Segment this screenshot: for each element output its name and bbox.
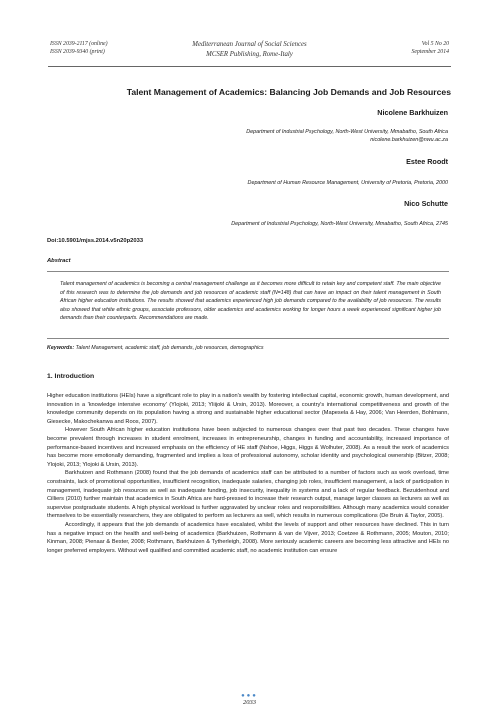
abstract-rule-bottom [47, 338, 449, 339]
author-affiliation-2: Department of Human Resource Management, University of Pretoria, Pretoria, 2000 [247, 180, 448, 186]
paragraph-3: Barkhuizen and Rothmann (2008) found that the job demands of academics staff can be attributed to a number of factors such as work overload, time constraints, lack of promotional opportunities, insufficient recognition, inadequate salaries, changing job roles, insufficient management, a lack of participation in management, inadequate job resources as well as inadequate funding, job insecurity, inequality in systems and a lack of regular feedback. Bezuidenhout and Cilliers (2010) further maintain that academics in South Africa are hard-pressed to increase their research output, manage larger classes as lecturers as well as supervise postgraduate students. A high physical workload is further aggravated by unclear roles and responsibilities. Although many academics would consider themselves to be essentially researchers, they are obligated to perform as lecturers as well, which results in numerous complications (De Bruin & Taylor, 2005). [47, 470, 449, 520]
publisher: MCSER Publishing, Rome-Italy [206, 50, 293, 58]
abstract-heading: Abstract [47, 258, 71, 264]
issn-print: ISSN 2039-9340 (print) [50, 49, 105, 55]
keywords-text: Talent Management, academic staff, job demands, job resources, demographics [75, 345, 264, 351]
volume: Vol 5 No 20 [421, 41, 449, 47]
author-name-2: Estee Roodt [406, 157, 448, 166]
body-text [47, 392, 449, 555]
author-name-1: Nicolene Barkhuizen [377, 108, 448, 117]
paragraph-4: Accordingly, it appears that the job demands of academics have escalated, whilst the levels of support and other resources have declined. This in turn has a negative impact on the health and well-being of academics (Barkhuizen, Rothmann & van de Vijver, 2013; Coetzee & Rothmann, 2005; Mouton, 2010; Kinman, 2008; Pienaar & Bester, 2008; Rothmann, Barkhuizen & Tytherleigh, 2008). More seriously academic careers are becoming less attractive and HEIs no longer preferred employers. Without well qualified and committed academic staff, no academic institution can ensure [47, 521, 449, 554]
doi: Doi:10.5901/mjss.2014.v5n20p2033 [47, 238, 144, 244]
section-heading: 1. Introduction [47, 373, 95, 380]
header-rule [48, 66, 451, 67]
author-affiliation-3: Department of Industrial Psychology, North-West University, Mmabatho, South Africa, 2745 [231, 221, 448, 227]
keywords [47, 345, 449, 351]
author-email: nicolene.barkhuizen@nwu.ac.za [370, 137, 448, 143]
page-number: 2033 [243, 699, 256, 706]
author-name-3: Nico Schutte [404, 199, 448, 208]
author-affiliation-1 [246, 128, 448, 144]
journal-block [50, 40, 449, 59]
running-header [50, 40, 449, 66]
affiliation-text-1: Department of Industrial Psychology, North-West University, Mmabatho, South Africa [246, 129, 448, 135]
keywords-label: Keywords: [47, 345, 75, 351]
issue-date: September 2014 [411, 49, 449, 55]
journal-name: Mediterranean Journal of Social Sciences [192, 41, 307, 48]
abstract-text: Talent management of academics is becoming a central management challenge as it becomes more difficult to retain key and competent staff. The main objective of this research was to determine the job demands and job resources of academic staff (N=148) that can have an impact on their talent management in South African higher education institutions. The results showed that academics experienced high job demands compared to the availability of job resources. The results also showed that white ethnic groups, associate professors, older academics and academics working for longer hours a week experienced significant higher job demands than their counterparts. Recommendations are made. [60, 281, 441, 322]
issn-online: ISSN 2039-2117 (online) [50, 41, 108, 47]
abstract-rule-top [47, 271, 449, 272]
paragraph-1: Higher education institutions (HEIs) have a significant role to play in a nation's wealth by fostering intellectual capital, economic growth, human development, and innovation in a 'knowledge intensive economy' (Ylojoki, 2013; Yliijoki & Ursin, 2013). Moreover, a country's international competitiveness and growth of the knowledge community depends on its population having a strong and sustainable higher educational sector (Mapesela & Hay, 2006; Van Heerden, Bohlmann, Giesecke, Makochekanwa and Roos, 2007). [47, 393, 449, 425]
paper-title: Talent Management of Academics: Balancing Job Demands and Job Resources [126, 87, 451, 97]
footer-dots-icon: ●●● [241, 693, 258, 699]
paragraph-2: However South African higher education institutions have been subjected to numerous changes over that past two decades. These changes have become prevalent through increases in student enrolment, increases in entrepreneurship, changes in funding and accountability, increased importance of performance-based incentives and increased emphasis on the efficiency of HE staff (Nshoe, Higgs, Higgs & Wolhuter, 2008). As a result the work of academics has become more emotionally demanding, fragmented and implies a loss of professional autonomy, scholar identity and psychological ownership (Bitzer, 2008; Ylojoki, 2013; Ylojoki & Ursin, 2013). [47, 427, 449, 468]
volume-block [411, 40, 449, 56]
